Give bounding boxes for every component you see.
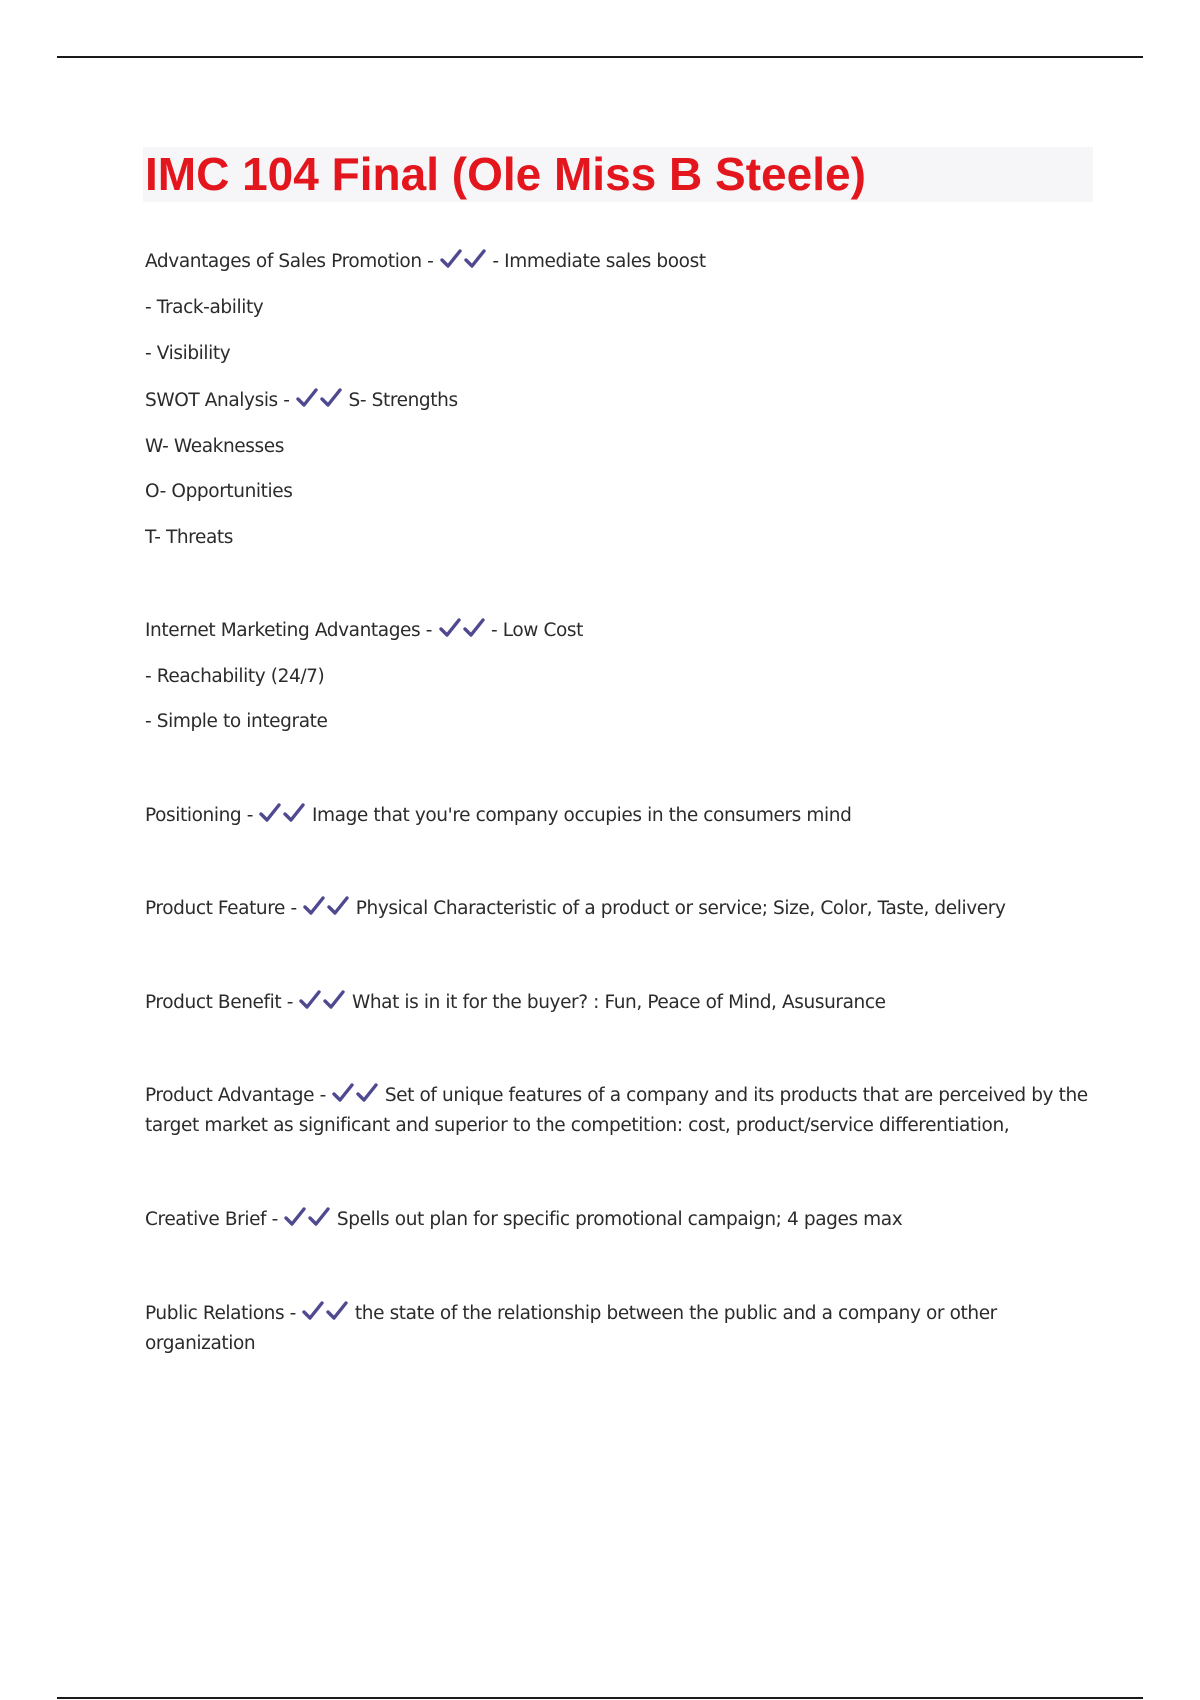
term: Positioning -	[145, 805, 259, 826]
entry-product-benefit	[145, 988, 1095, 1018]
checkmark-icon	[463, 617, 485, 639]
checkmark-icon	[327, 895, 349, 917]
entry-product-feature	[145, 894, 1095, 924]
term: Public Relations -	[145, 1303, 302, 1324]
definition: Spells out plan for specific promotional campaign; 4 pages max	[336, 1209, 903, 1230]
entry-public-relations	[145, 1299, 1095, 1359]
entry-line: O- Opportunities	[145, 481, 293, 502]
definition: S- Strengths	[348, 390, 458, 411]
checkmark-icon	[332, 1082, 354, 1104]
term: Product Feature -	[145, 898, 303, 919]
term: Product Advantage -	[145, 1085, 332, 1106]
checkmark-icon	[323, 989, 345, 1011]
entry-line: - Simple to integrate	[145, 711, 328, 732]
definition: - Immediate sales boost	[492, 251, 706, 272]
term: Product Benefit -	[145, 992, 299, 1013]
term: SWOT Analysis -	[145, 390, 296, 411]
definition: Physical Characteristic of a product or service; Size, Color, Taste, delivery	[355, 898, 1006, 919]
checkmark-icon	[308, 1206, 330, 1228]
entry-advantages-of-sales-promotion	[145, 247, 1095, 277]
term: Internet Marketing Advantages -	[145, 620, 438, 641]
entry-line: - Visibility	[145, 343, 231, 364]
checkmark-icon	[283, 802, 305, 824]
term: Creative Brief -	[145, 1209, 284, 1230]
top-rule	[57, 56, 1143, 58]
term: Advantages of Sales Promotion -	[145, 251, 439, 272]
entry-positioning	[145, 801, 1095, 831]
definition: What is in it for the buyer? : Fun, Peace of Mind, Asusurance	[351, 992, 886, 1013]
document-title: IMC 104 Final (Ole Miss B Steele)	[145, 148, 866, 200]
entry-line: W- Weaknesses	[145, 436, 284, 457]
definition: the state of the relationship between the public and a company or other organization	[145, 1303, 997, 1354]
checkmark-icon	[296, 387, 318, 409]
entry-swot-analysis	[145, 386, 1095, 416]
entry-line: - Track-ability	[145, 297, 264, 318]
checkmark-icon	[303, 895, 325, 917]
checkmark-icon	[320, 387, 342, 409]
definition: - Low Cost	[490, 620, 583, 641]
definition: Set of unique features of a company and its products that are perceived by the target market as significant and superior to the competition: cost, product/service differentiation,	[145, 1085, 1088, 1136]
title-bar	[143, 147, 1093, 202]
definition: Image that you're company occupies in the consumers mind	[311, 805, 852, 826]
checkmark-icon	[326, 1300, 348, 1322]
entry-creative-brief	[145, 1205, 1095, 1235]
entry-product-advantage	[145, 1081, 1095, 1141]
checkmark-icon	[302, 1300, 324, 1322]
entry-internet-marketing-advantages	[145, 616, 1095, 646]
checkmark-icon	[356, 1082, 378, 1104]
checkmark-icon	[439, 617, 461, 639]
checkmark-icon	[259, 802, 281, 824]
entry-line: - Reachability (24/7)	[145, 666, 325, 687]
entry-line: T- Threats	[145, 527, 233, 548]
checkmark-icon	[299, 989, 321, 1011]
bottom-rule	[57, 1697, 1143, 1699]
checkmark-icon	[464, 248, 486, 270]
checkmark-icon	[284, 1206, 306, 1228]
checkmark-icon	[440, 248, 462, 270]
